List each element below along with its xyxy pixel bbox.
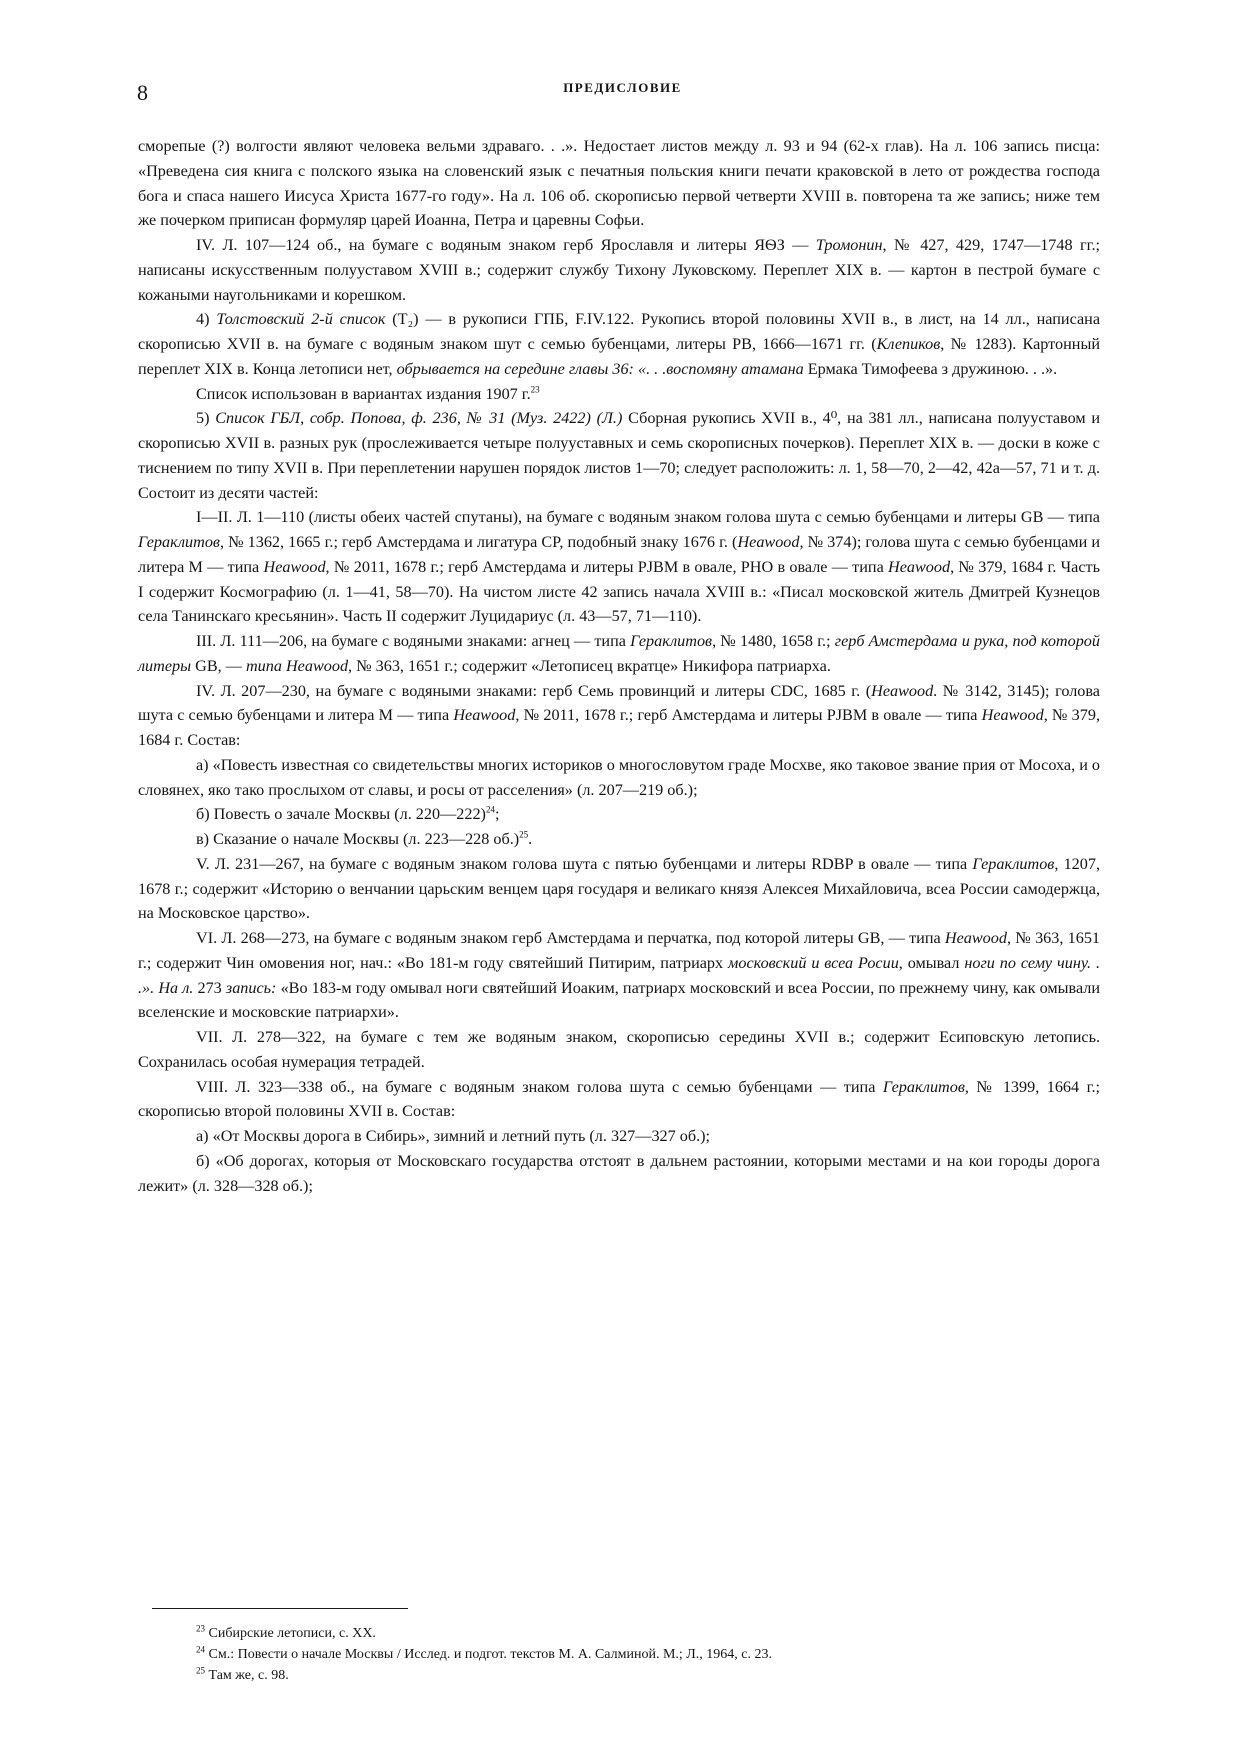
page-number: 8 (137, 80, 148, 105)
paragraph: в) Сказание о начале Москвы (л. 223—228 об.)$^{25}$. (196, 829, 533, 848)
paragraph: VI. Л. 268—273, на бумаге с водяным знаком герб Амстердама и перчатка, под которой литеры GB, — типа Heawood, № 363, 1651 г.; содержит Чин омовения ног, нач.: «Во 181-м году святейший Питирим, патриарх московский и всеа Росии, омывал ноги по сему чину. . .». На л. 273 запись: «Во 183-м году омывал ноги святейший Иоаким, патриарх московский и всеа России, по прежнему чину, как омывали вселенские и московские патриархи». (138, 929, 1101, 1022)
running-title: ПРЕДИСЛОВИЕ (563, 80, 682, 95)
footnote-ref: 24 (485, 804, 495, 815)
paragraph: V. Л. 231—267, на бумаге с водяным знаком голова шута с пятью бубенцами и литеры RDBP в овале — типа Гераклитов, 1207, 1678 г.; содержит «Историю о венчании царьским венцем царя государя и великаго князя Алексея Михайловича, всеа России самодержца, на Московское царство». (138, 854, 1101, 923)
paragraph: IV. Л. 107—124 об., на бумаге с водяным знаком герб Ярославля и литеры ЯѲЗ — Тромонин, № 427, 429, 1747—1748 гг.; написаны искусственным полууставом XVIII в.; содержит службу Тихону Луковскому. Переплет XIX в. — картон в пестрой бумаге с кожаными наугольниками и корешком. (138, 236, 1100, 304)
body-text (138, 134, 1100, 1198)
footnotes (196, 1623, 1100, 1686)
footnote-number: 23 (196, 1623, 205, 1634)
footnote-ref: 23 (530, 384, 540, 395)
paragraph: VIII. Л. 323—338 об., на бумаге с водяным знаком голова шута с семью бубенцами — типа Гераклитов, № 1399, 1664 г.; скорописью второй половины XVII в. Состав: (138, 1077, 1100, 1121)
paragraph: б) «Об дорогах, которыя от Московскаго государства отстоят в дальнем растоянии, которыми местами и на кои городы дорога лежит» (л. 328—328 об.); (138, 1151, 1100, 1195)
paragraph: I—II. Л. 1—110 (листы обеих частей спутаны), на бумаге с водяным знаком голова шута с семью бубенцами и литеры GB — типа Гераклитов, № 1362, 1665 г.; герб Амстердама и лигатура CP, подобный знаку 1676 г. (Heawood, № 374); голова шута с семью бубенцами и литера М — типа Heawood, № 2011, 1678 г.; герб Амстердама и литеры PJBM в овале, PHO в овале — типа Heawood, № 379, 1684 г. Часть I содержит Космографию (л. 1—41, 58—70). На чистом листе 42 запись начала XVIII в.: «Писал московской житель Дмитрей Кузнецов села Танинскаго кресьянин». Часть II содержит Луцидариус (л. 43—57, 71—110). (138, 508, 1101, 626)
footnote-number: 25 (196, 1665, 205, 1676)
footnote: $^{25}$ Там же, с. 98. (196, 1665, 289, 1683)
paragraph: а) «От Москвы дорога в Сибирь», зимний и летний путь (л. 327—327 об.); (196, 1127, 711, 1145)
paragraph: VII. Л. 278—322, на бумаге с тем же водяным знаком, скорописью середины XVII в.; содержит Есиповскую летопись. Сохранилась особая нумерация тетрадей. (138, 1028, 1100, 1071)
footnote-ref: 25 (519, 829, 529, 840)
footnote-number: 24 (196, 1644, 205, 1655)
footnote: $^{24}$ См.: Повести о начале Москвы / Исслед. и подгот. текстов М. А. Салминой. М.; Л., 1964, с. 23. (196, 1644, 773, 1662)
paragraph: а) «Повесть известная со свидетельствы многих историков о многословутом граде Мосхве, яко таковое звание прия от Мосоха, и о словянех, яко тако прослыхом от славы, и росы от расселения» (л. 207—219 об.); (138, 755, 1100, 799)
paragraph: III. Л. 111—206, на бумаге с водяными знаками: агнец — типа Гераклитов, № 1480, 1658 г.; герб Амстердама и рука, под которой литеры GB, — типа Heawood, № 363, 1651 г.; содержит «Летописец вкратце» Никифора патриарха. (138, 632, 1100, 675)
footnote-divider (152, 1608, 408, 1609)
paragraph: Список использован в вариантах издания 1907 г.$^{23}$ (196, 384, 540, 403)
paragraph: 5) Список ГБЛ, собр. Попова, ф. 236, № 31 (Муз. 2422) (Л.) Сборная рукопись XVII в., 4⁰, на 381 лл., написана полууставом и скорописью XVII в. разных рук (прослеживается четыре полууставных и семь скорописных почерков). Переплет XIX в. — доски в коже с тиснением по типу XVII в. При переплетении нарушен порядок листов 1—70; следует расположить: л. 1, 58—70, 2—42, 42а—57, 71 и т. д. Состоит из десяти частей: (138, 409, 1100, 502)
paragraph: сморепые (?) волгости являют человека вельми здраваго. . .». Недостает листов между л. 93 и 94 (62-х глав). На л. 106 запись писца: «Преведена сия книга с полского языка на словенский язык с печатныя польския книги печати краковской в лето от рождества господа бога и спаса нашего Иисуса Христа 1677-го году». На л. 106 об. скорописью первой четверти XVIII в. повторена та же запись; ниже тем же почерком приписан формуляр царей Иоанна, Петра и царевны Софьи. (138, 137, 1100, 230)
footnote: $^{23}$ Сибирские летописи, с. XX. (196, 1623, 376, 1641)
paragraph: б) Повесть о зачале Москвы (л. 220—222)$^{24}$; (196, 804, 500, 824)
paragraph: 4) Толстовский 2-й список (Т₂) — в рукописи ГПБ, F.IV.122. Рукопись второй половины XVII в., в лист, на 14 лл., написана скорописью XVII в. на бумаге с водяным знаком шут с семью бубенцами, литеры PB, 1666—1671 гг. (Клепиков, № 1283). Картонный переплет XIX в. Конца летописи нет, обрывается на середине главы 36: «. . .воспомяну атамана Ермака Тимофеева з дружиною. . .». (138, 310, 1100, 378)
paragraph: IV. Л. 207—230, на бумаге с водяными знаками: герб Семь провинций и литеры CDC, 1685 г. (Heawood. № 3142, 3145); голова шута с семью бубенцами и литера М — типа Heawood, № 2011, 1678 г.; герб Амстердама и литеры PJBM в овале — типа Heawood, № 379, 1684 г. Состав: (138, 681, 1100, 749)
